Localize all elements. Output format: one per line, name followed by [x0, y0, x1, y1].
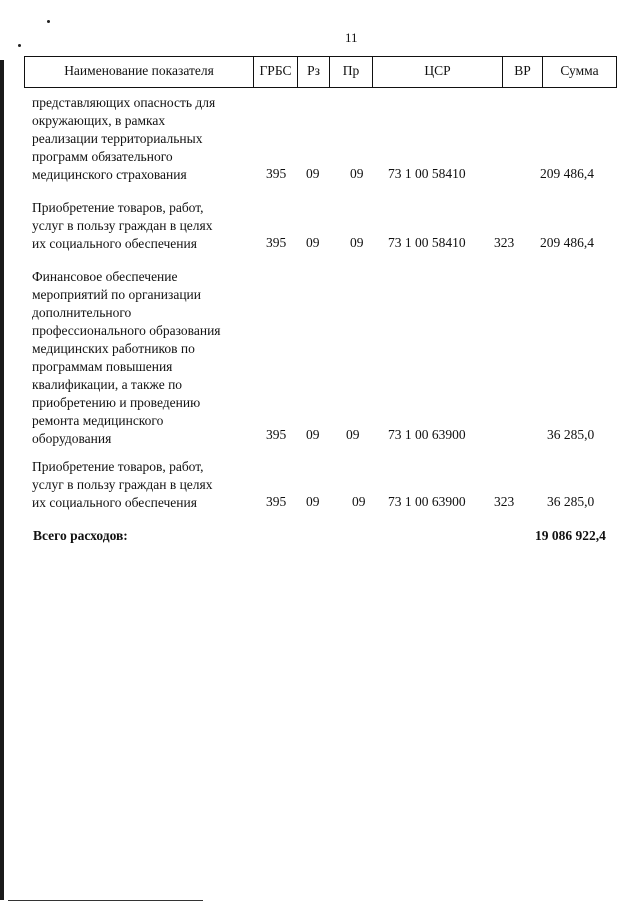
header-csr: ЦСР — [372, 56, 502, 88]
scan-speck — [47, 20, 50, 23]
total-label: Всего расходов: — [33, 528, 128, 543]
table-header — [24, 56, 617, 88]
scan-speck — [18, 44, 21, 47]
row-name-line: мероприятий по организации — [32, 287, 201, 302]
row-csr: 73 1 00 63900 — [388, 494, 466, 509]
row-name-line: представляющих опасность для — [32, 95, 216, 110]
header-sum: Сумма — [542, 56, 617, 88]
row-grbs: 395 — [266, 166, 287, 181]
row-csr: 73 1 00 58410 — [388, 235, 466, 250]
row-rz: 09 — [306, 235, 320, 250]
row-name-line: медицинского страхования — [32, 167, 187, 182]
header-pr: Пр — [329, 56, 372, 88]
row-sum: 36 285,0 — [547, 494, 595, 509]
row-name — [32, 199, 257, 253]
row-vr: 323 — [494, 494, 515, 509]
row-pr: 09 — [350, 235, 364, 250]
header-name: Наименование показателя — [24, 56, 253, 88]
row-sum: 36 285,0 — [547, 427, 595, 442]
row-name-line: услуг в пользу граждан в целях — [32, 218, 213, 233]
footer-rule — [8, 900, 203, 901]
row-name-line: Приобретение товаров, работ, — [32, 459, 204, 474]
row-name-line: их социального обеспечения — [32, 495, 197, 510]
row-name-line: Приобретение товаров, работ, — [32, 200, 204, 215]
header-vr: ВР — [502, 56, 542, 88]
row-name-line: окружающих, в рамках — [32, 113, 166, 128]
row-rz: 09 — [306, 494, 320, 509]
row-name-line: приобретению и проведению — [32, 395, 201, 410]
row-rz: 09 — [306, 166, 320, 181]
row-pr: 09 — [346, 427, 360, 442]
row-grbs: 395 — [266, 235, 287, 250]
total-value: 19 086 922,4 — [535, 528, 606, 543]
row-name-line: Финансовое обеспечение — [32, 269, 178, 284]
row-name — [32, 94, 257, 184]
row-csr: 73 1 00 63900 — [388, 427, 466, 442]
row-pr: 09 — [352, 494, 366, 509]
row-name-line: программ обязательного — [32, 149, 173, 164]
row-rz: 09 — [306, 427, 320, 442]
row-name-line: услуг в пользу граждан в целях — [32, 477, 213, 492]
header-rz: Рз — [297, 56, 329, 88]
row-grbs: 395 — [266, 427, 287, 442]
row-name-line: дополнительного — [32, 305, 132, 320]
row-name-line: квалификации, а также по — [32, 377, 183, 392]
row-name-line: их социального обеспечения — [32, 236, 197, 251]
row-name-line: ремонта медицинского — [32, 413, 164, 428]
row-name-line: программам повышения — [32, 359, 173, 374]
row-sum: 209 486,4 — [540, 235, 594, 250]
row-grbs: 395 — [266, 494, 287, 509]
row-csr: 73 1 00 58410 — [388, 166, 466, 181]
row-name-line: оборудования — [32, 431, 112, 446]
row-name-line: медицинских работников по — [32, 341, 195, 356]
row-name-line: реализации территориальных — [32, 131, 203, 146]
scan-edge-bar — [0, 60, 4, 900]
page-number: 11 — [345, 30, 358, 45]
row-sum: 209 486,4 — [540, 166, 594, 181]
row-name-line: профессионального образования — [32, 323, 221, 338]
row-pr: 09 — [350, 166, 364, 181]
row-name — [32, 458, 257, 512]
row-vr: 323 — [494, 235, 515, 250]
row-name — [32, 268, 257, 448]
header-grbs: ГРБС — [253, 56, 297, 88]
